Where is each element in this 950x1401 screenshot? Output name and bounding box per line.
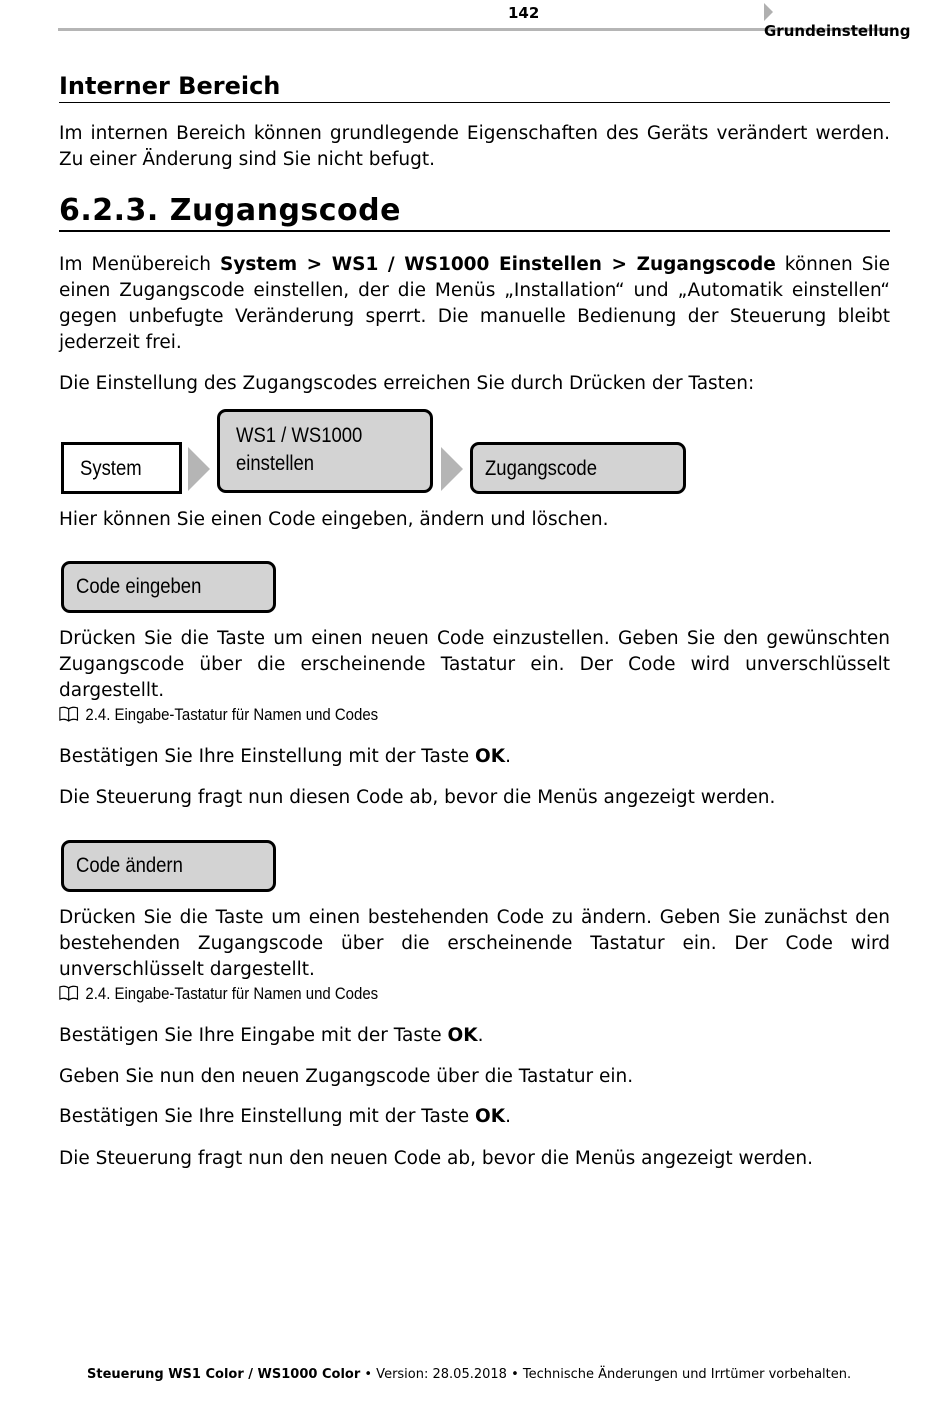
code-eingeben-button [61, 561, 276, 613]
ws-einstellen-key [217, 409, 433, 493]
confirm-prefix: Bestätigen Sie Ihre Einstellung mit der Taste [59, 1106, 476, 1127]
confirm-prefix: Bestätigen Sie Ihre Eingabe mit der Taste [59, 1025, 448, 1046]
ws-key-label-line1: WS1 / WS1000 [236, 424, 363, 447]
ok-key: OK [447, 1025, 478, 1046]
chevron-right-icon [188, 447, 210, 491]
paragraph-code-eingeben: Drücken Sie die Taste um einen neuen Code einzustellen. Geben Sie den gewünschten Zugangscode über die erscheinende Tastatur ein. Der Code wird unverschlüsselt dargestellt. [59, 628, 890, 701]
reference-text: 2.4. Eingabe-Tastatur für Namen und Codes [85, 984, 379, 1003]
chevron-right-icon [764, 3, 773, 21]
code-eingeben-label: Code eingeben [76, 575, 202, 598]
zugangscode-key-label: Zugangscode [485, 457, 597, 480]
paragraph-confirm-einstellung [59, 744, 890, 770]
system-key-label: System [80, 457, 142, 480]
zugangscode-key [470, 442, 686, 494]
paragraph-confirm-eingabe [59, 1023, 890, 1049]
code-aendern-button [61, 840, 276, 892]
paragraph-keys: Die Einstellung des Zugangscodes erreichen Sie durch Drücken der Tasten: [59, 373, 755, 394]
ws-key-label-line2: einstellen [236, 452, 315, 475]
paragraph-zugangscode-intro [59, 252, 890, 356]
menu-path: System > WS1 / WS1000 Einstellen > Zugangscode [220, 254, 776, 275]
footer-product: Steuerung WS1 Color / WS1000 Color [87, 1367, 361, 1382]
chevron-right-icon [441, 447, 463, 491]
intro-prefix: Im Menübereich [59, 254, 221, 275]
system-key [61, 442, 182, 494]
paragraph-options: Hier können Sie einen Code eingeben, ändern und löschen. [59, 509, 609, 530]
heading-zugangscode: 6.2.3. Zugangscode [59, 193, 890, 232]
book-icon [59, 706, 78, 722]
section-title: Grundeinstellung [764, 22, 911, 40]
reference-text: 2.4. Eingabe-Tastatur für Namen und Codes [85, 705, 379, 724]
book-icon [59, 985, 78, 1001]
paragraph-code-abfrage: Die Steuerung fragt nun diesen Code ab, bevor die Menüs angezeigt werden. [59, 787, 776, 808]
paragraph-neuer-code-abfrage: Die Steuerung fragt nun den neuen Code ab, bevor die Menüs angezeigt werden. [59, 1148, 813, 1169]
paragraph-confirm-einstellung [59, 1104, 890, 1130]
page-header [58, 0, 911, 40]
paragraph-interner-bereich: Im internen Bereich können grundlegende Eigenschaften des Geräts verändert werden. Zu einer Änderung sind Sie nicht befugt. [59, 123, 890, 170]
paragraph-code-aendern: Drücken Sie die Taste um einen bestehenden Code zu ändern. Geben Sie zunächst den bestehenden Zugangscode über die erscheinende Tastatur ein. Der Code wird unverschlüsselt dargestellt. [59, 907, 890, 980]
confirm-suffix: . [477, 1025, 484, 1046]
confirm-suffix: . [505, 1106, 511, 1127]
section-tag [764, 4, 910, 40]
heading-interner-bereich: Interner Bereich [59, 72, 890, 103]
code-aendern-label: Code ändern [76, 854, 183, 877]
confirm-prefix: Bestätigen Sie Ihre Einstellung mit der Taste [59, 746, 476, 767]
intro-suffix: können Sie einen Zugangscode einstellen, der die Menüs „Installation“ und „Automatik einstellen“ gegen unbefugte Veränderung sperrt. Die manuelle Bedienung der Steuerung bleibt jederzeit frei. [59, 254, 890, 353]
paragraph-neuer-code: Geben Sie nun den neuen Zugangscode über die Tastatur ein. [59, 1066, 634, 1087]
footer-version: • Version: 28.05.2018 • Technische Änderungen und Irrtümer vorbehalten. [360, 1367, 852, 1382]
page-number: 142 [508, 4, 540, 22]
reference-eingabe-tastatur [59, 984, 378, 1004]
ok-key: OK [475, 746, 506, 767]
reference-eingabe-tastatur [59, 705, 378, 725]
page-footer [87, 1367, 851, 1382]
confirm-suffix: . [505, 746, 511, 767]
ok-key: OK [475, 1106, 506, 1127]
